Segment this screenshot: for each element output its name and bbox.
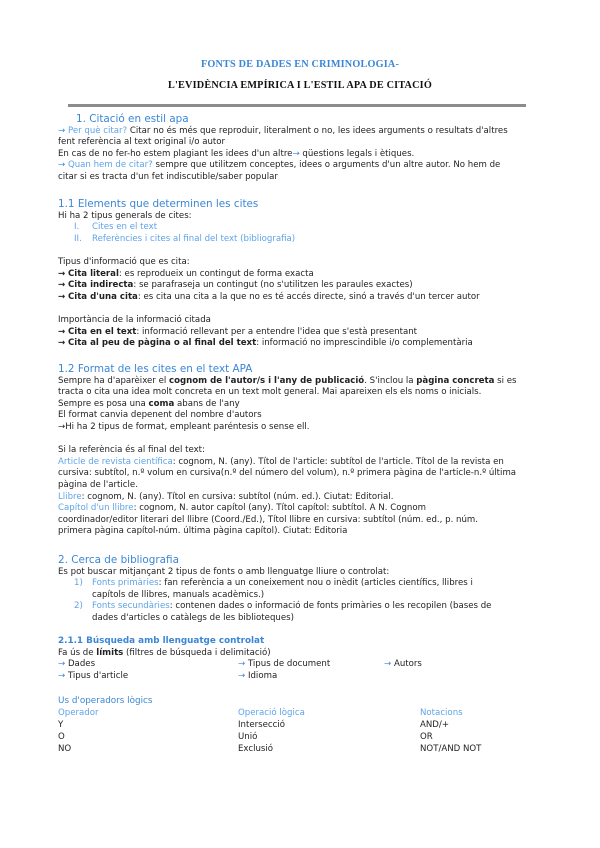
list-item: → Cita al peu de pàgina o al final del text: informació no imprescindible i/o complementària	[58, 338, 473, 349]
list-item: II. Referències i cites al final del text (bibliografia)	[74, 233, 296, 244]
table-cell: NO	[58, 744, 72, 754]
reference-format: Article de revista científica: cognom, N. (any). Títol de l'article: subtítol de l'article. Títol de la revista en	[58, 456, 504, 467]
section-elements: 1.1 Elements que determinen les cites Hi ha 2 tipus generals de cites: I. Cites en el text II. Referències i cites al final del text (bibliografia) Tipus d'informació que es cita: → Cita literal: es reprodueix un contingut de forma exacta → Cita indirecta: se parafraseja un contingut (no s'utilitzen les paraules exactes) → Cita d'una cita: es cita una cita a la que no es té accés directe, sinó a través d'un tercer autor Importància de la informació citada → Cita en el text: informació rellevant per a entendre l'idea que s'està presentant → Cita al peu de pàgina o al final del text: informació no imprescindible i/o complementària	[58, 199, 528, 350]
arrow-icon: →	[58, 125, 66, 136]
section-heading: 1.2 Format de les cites en el text APA	[58, 363, 253, 375]
reference-format: Llibre: cognom, N. (any). Títol en cursiva: subtítol (núm. ed.). Ciutat: Editorial.	[58, 491, 394, 502]
filter-item: → Autors	[384, 659, 422, 669]
question-label: Quan hem de citar?	[67, 160, 153, 171]
filter-item: → Tipus d'article	[58, 671, 129, 681]
list-item: 1) Fonts primàries: fan referència a un coneixement nou o inèdit (articles científics, llibres i	[74, 578, 473, 589]
table-header: Operador	[58, 708, 99, 718]
table-cell: Intersecció	[238, 720, 286, 730]
section-citacio: 1. Citació en estil apa → Per què citar? Citar no és més que reproduir, literalment o no, les idees arguments o resultats d'altres fent referència al text original i/o autor En cas de no fer-ho estem plagiant les idees d'un altre→ qüestions legals i ètiques. → Quan hem de citar? sempre que utilitzem conceptes, idees o arguments d'un altre autor. No hem de citar si es tracta d'un fet indiscutible/saber popular	[58, 114, 528, 184]
question-label: Per què citar?	[67, 125, 128, 136]
table-header: Notacions	[420, 708, 463, 718]
list-item: → Cita indirecta: se parafraseja un contingut (no s'utilitzen les paraules exactes)	[58, 280, 413, 291]
list-item: 2) Fonts secundàries: contenen dades o informació de fonts primàries o les recopilen (bases de	[74, 601, 492, 612]
table-cell: OR	[420, 732, 433, 742]
section-heading: 2. Cerca de bibliografia	[58, 554, 179, 566]
section-format: 1.2 Format de les cites en el text APA Sempre ha d'aparèixer el cognom de l'autor/s i l'any de publicació. S'inclou la pàgina concreta si es tracta o cita una idea molt concreta en un text molt general. Mai apareixen els els noms o inicials. Sempre es posa una coma abans de l'any El format canvia depenent del nombre d'autors →Hi ha 2 tipus de format, empleant paréntesis o sense ell. Si la referència és al final del text: Article de revista científica: cognom, N. (any). Títol de l'article: subtítol de l'article. Títol de la revista en cursiva: subtítol, n.º volum en cursiva(n.º del número del volum), n.º primera pàgina de l'article-n.º última pàgina de l'article. Llibre: cognom, N. (any). Títol en cursiva: subtítol (núm. ed.). Ciutat: Editorial. Capítol d'un llibre: cognom, N. autor capítol (any). Títol capítol: subtítol. A N. Cognom coordinador/editor literari del llibre (Coord./Ed.), Títol llibre en cursiva: subtítol (núm. ed., p. núm. primera pàgina capítol-núm. última pàgina capítol). Ciutat: Editoria	[58, 364, 528, 538]
arrow-icon: →	[292, 148, 300, 159]
table-cell: Exclusió	[238, 744, 274, 754]
section-cerca: 2. Cerca de bibliografia Es pot buscar mitjançant 2 tipus de fonts o amb llenguatge lliure o controlat: 1) Fonts primàries: fan referència a un coneixement nou o inèdit (articles científics, llibres i capítols de llibres, manuals acadèmics.) 2) Fonts secundàries: contenen dades o informació de fonts primàries o les recopilen (bases de dades d'articles o catàlegs de les biblioteques)	[58, 555, 528, 625]
section-heading: 1. Citació en estil apa	[76, 113, 189, 125]
section-operadors	[58, 696, 528, 756]
list-item: I. Cites en el text	[74, 222, 158, 233]
list-item: → Cita literal: es reprodueix un contingut de forma exacta	[58, 268, 314, 279]
title-divider	[68, 104, 526, 107]
section-heading: 1.1 Elements que determinen les cites	[58, 198, 259, 210]
list-item: → Cita d'una cita: es cita una cita a la que no es té accés directe, sinó a través d'un tercer autor	[58, 291, 480, 302]
filter-item: → Dades	[58, 659, 96, 669]
filter-item: → Idioma	[238, 671, 278, 681]
section-busqueda: 2.1.1 Búsqueda amb llenguatge controlat Fa ús de límits (filtres de búsqueda i delimitació) → Dades → Tipus de document → Autors → Tipus d'article → Idioma	[58, 636, 528, 688]
list-item: → Cita en el text: informació rellevant per a entendre l'idea que s'està presentant	[58, 326, 418, 337]
table-header: Operació lògica	[238, 708, 305, 718]
document-title: FONTS DE DADES EN CRIMINOLOGIA-	[200, 59, 400, 70]
table-cell: AND/+	[420, 720, 450, 730]
reference-format: Capítol d'un llibre: cognom, N. autor capítol (any). Títol capítol: subtítol. A N. Cognom	[58, 503, 426, 514]
arrow-icon: →	[58, 160, 66, 171]
table-cell: O	[58, 732, 65, 742]
table-cell: Unió	[238, 732, 258, 742]
section-heading: 2.1.1 Búsqueda amb llenguatge controlat	[58, 636, 265, 646]
table-cell: Y	[58, 720, 64, 730]
section-heading: Us d'operadors lògics	[58, 696, 153, 706]
table-cell: NOT/AND NOT	[420, 744, 482, 754]
document-subtitle: L'EVIDÈNCIA EMPÍRICA I L'ESTIL APA DE CITACIÓ	[168, 80, 432, 91]
filter-item: → Tipus de document	[238, 659, 331, 669]
